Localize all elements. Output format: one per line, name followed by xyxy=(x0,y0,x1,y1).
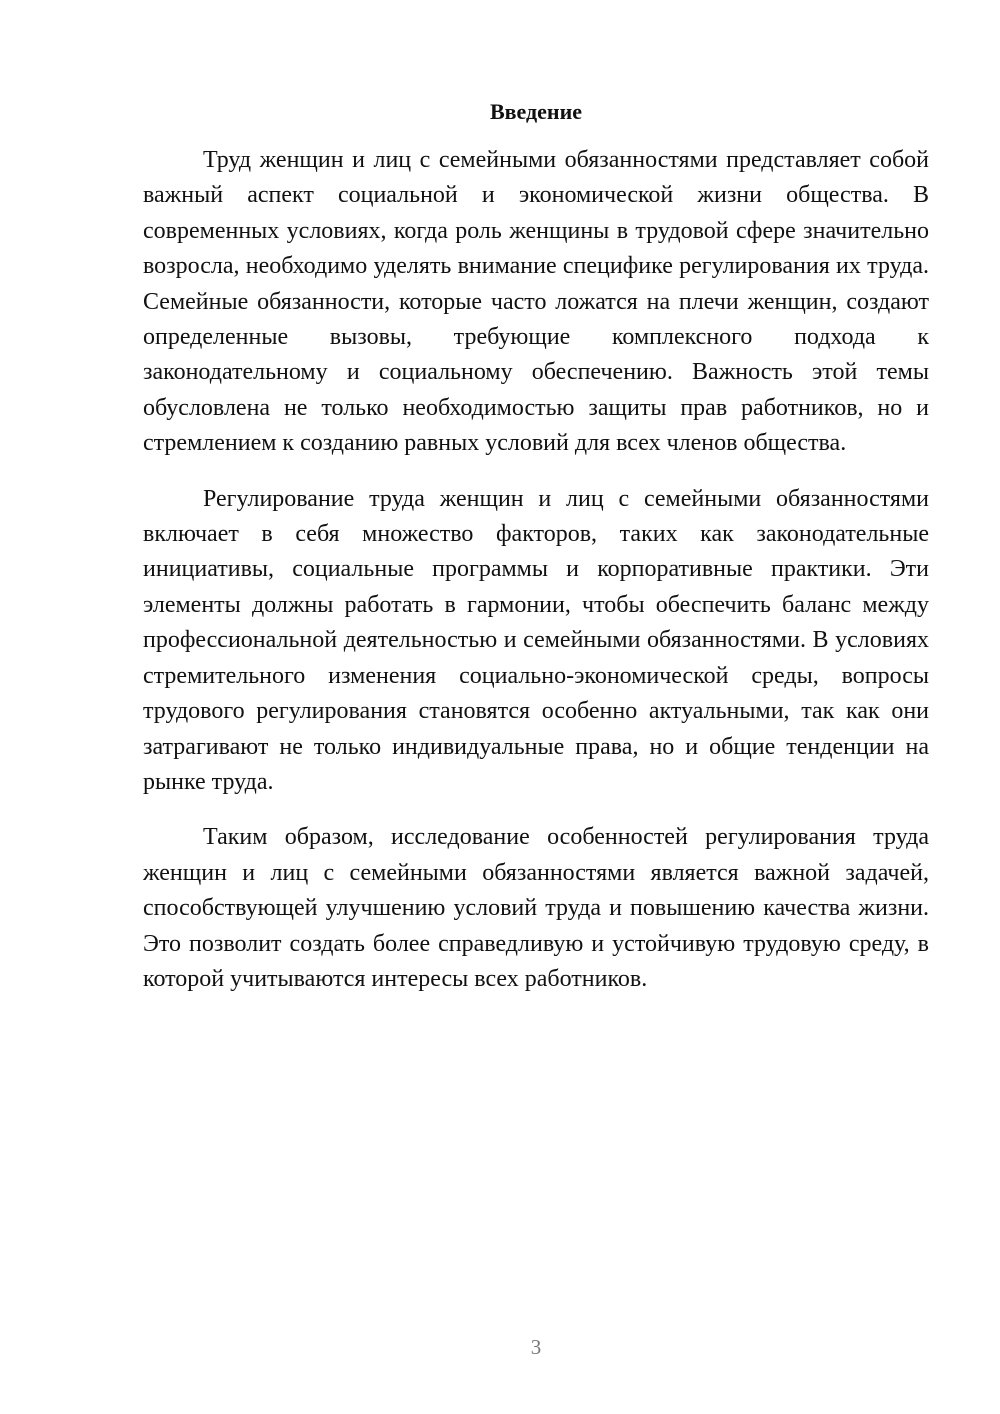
page-number: 3 xyxy=(530,1335,542,1359)
paragraph-2: Регулирование труда женщин и лиц с семейными обязанностями включает в себя множество факторов, таких как законодательные инициативы, социальные программы и корпоративные практики. Эти элементы должны работать в гармонии, чтобы обеспечить баланс между профессиональной деятельностью и семейными обязанностями. В условиях стремительного изменения социально-экономической среды, вопросы трудового регулирования становятся особенно актуальными, так как они затрагивают не только индивидуальные права, но и общие тенденции на рынке труда. xyxy=(143,485,929,795)
body-text xyxy=(143,143,929,997)
paragraph-3: Таким образом, исследование особенностей регулирования труда женщин и лиц с семейными обязанностями является важной задачей, способствующей улучшению условий труда и повышению качества жизни. Это позволит создать более справедливую и устойчивую трудовую среду, в которой учитываются интересы всех работников. xyxy=(143,824,929,992)
section-title: Введение xyxy=(489,99,583,124)
paragraph-1: Труд женщин и лиц с семейными обязанностями представляет собой важный аспект социальной и экономической жизни общества. В современных условиях, когда роль женщины в трудовой сфере значительно возросла, необходимо уделять внимание специфике регулирования их труда. Семейные обязанности, которые часто ложатся на плечи женщин, создают определенные вызовы, требующие комплексного подхода к законодательному и социальному обеспечению. Важность этой темы обусловлена не только необходимостью защиты прав работников, но и стремлением к созданию равных условий для всех членов общества. xyxy=(143,147,929,457)
